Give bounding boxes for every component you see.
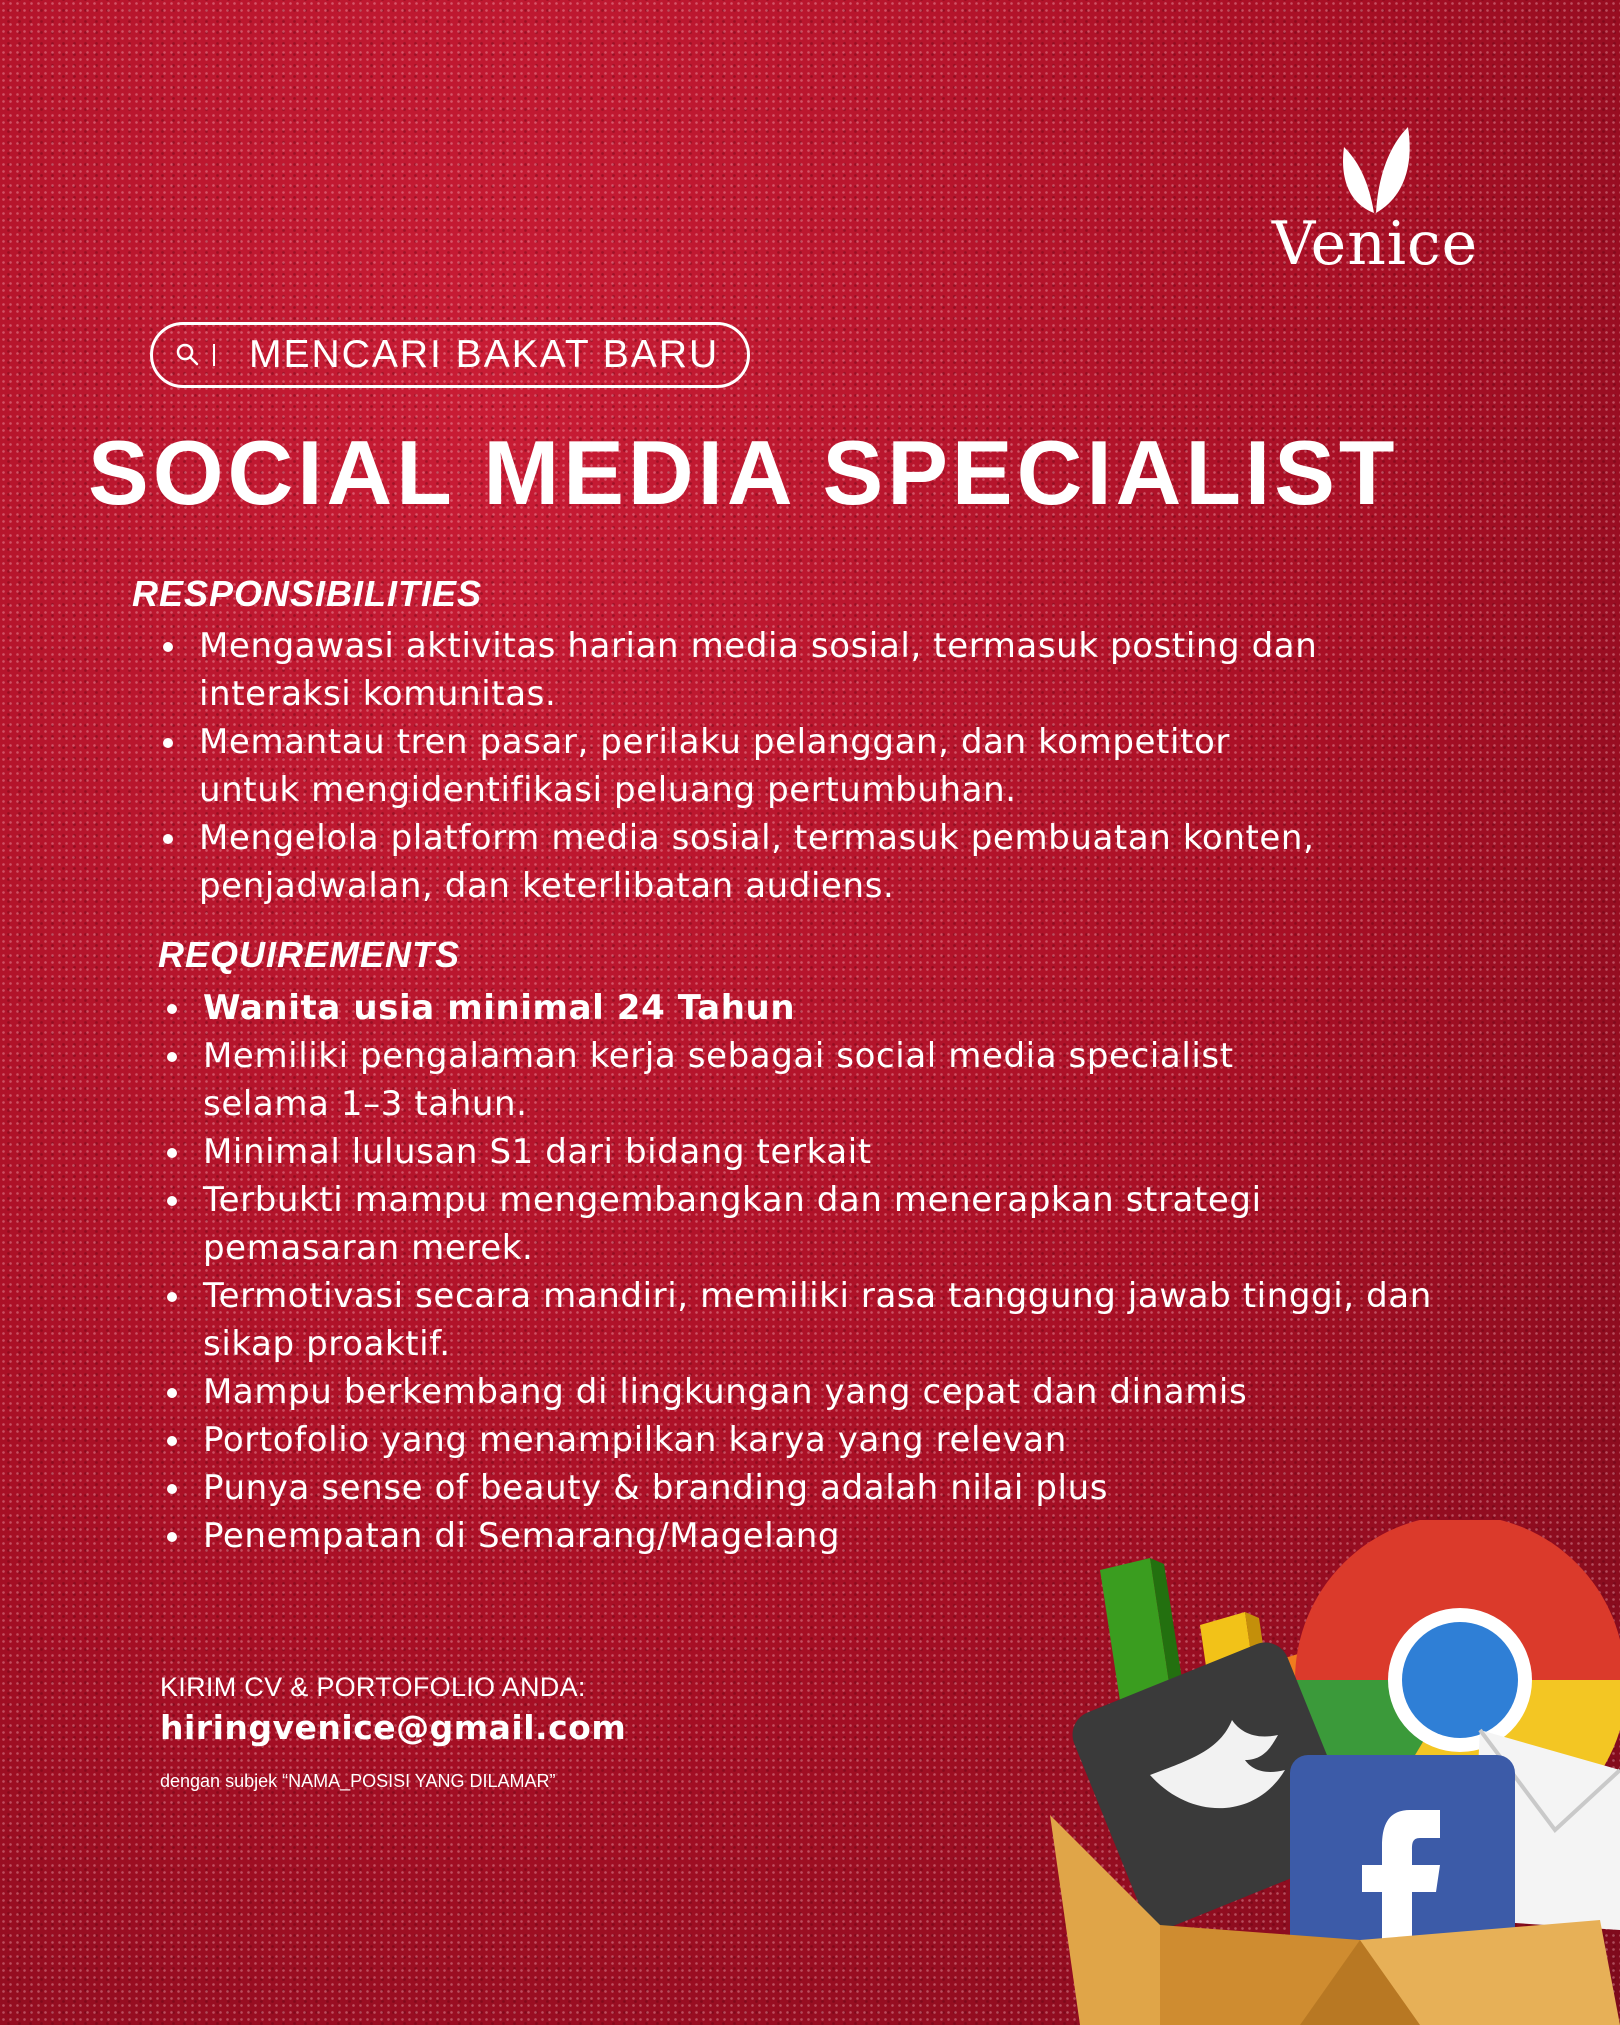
requirements-heading: REQUIREMENTS (158, 934, 461, 975)
contact-note: dengan subjek “NAMA_POSISI YANG DILAMAR” (160, 1771, 556, 1791)
list-item: Portofolio yang menampilkan karya yang relevan (161, 1416, 1436, 1464)
job-title: SOCIAL MEDIA SPECIALIST (88, 423, 1399, 524)
list-item: Terbukti mampu mengembangkan dan menerapkan strategi pemasaran merek. (161, 1176, 1436, 1272)
cursor-bar (213, 344, 215, 366)
list-item: Punya sense of beauty & branding adalah nilai plus (161, 1464, 1436, 1512)
social-media-box-illustration (1040, 1520, 1620, 2025)
contact-label: KIRIM CV & PORTOFOLIO ANDA: (160, 1672, 586, 1702)
contact-email[interactable]: hiringvenice@gmail.com (160, 1708, 627, 1747)
brand-name: Venice (1271, 209, 1479, 279)
list-item: Penempatan di Semarang/Magelang (161, 1512, 1436, 1560)
list-item: Memantau tren pasar, perilaku pelanggan, dan kompetitor untuk mengidentifikasi peluang pertumbuhan. (157, 718, 1337, 814)
list-item: Mampu berkembang di lingkungan yang cepat dan dinamis (161, 1368, 1436, 1416)
list-item: Memiliki pengalaman kerja sebagai social media specialist selama 1–3 tahun. (161, 1032, 1436, 1128)
list-item: Minimal lulusan S1 dari bidang terkait (161, 1128, 1436, 1176)
requirements-list (161, 984, 1436, 1560)
list-item: Mengawasi aktivitas harian media sosial, termasuk posting dan interaksi komunitas. (157, 622, 1337, 718)
search-pill-text: MENCARI BAKAT BARU (249, 333, 720, 376)
responsibilities-heading: RESPONSIBILITIES (132, 573, 483, 614)
list-item: Wanita usia minimal 24 Tahun (161, 984, 1436, 1032)
brand-logo (1270, 125, 1480, 279)
leaf-icon (1338, 125, 1412, 215)
responsibilities-list (157, 622, 1337, 910)
list-item: Mengelola platform media sosial, termasuk pembuatan konten, penjadwalan, dan keterlibatan audiens. (157, 814, 1337, 910)
search-icon (175, 338, 209, 372)
search-pill (150, 322, 750, 388)
list-item: Termotivasi secara mandiri, memiliki rasa tanggung jawab tinggi, dan sikap proaktif. (161, 1272, 1436, 1368)
